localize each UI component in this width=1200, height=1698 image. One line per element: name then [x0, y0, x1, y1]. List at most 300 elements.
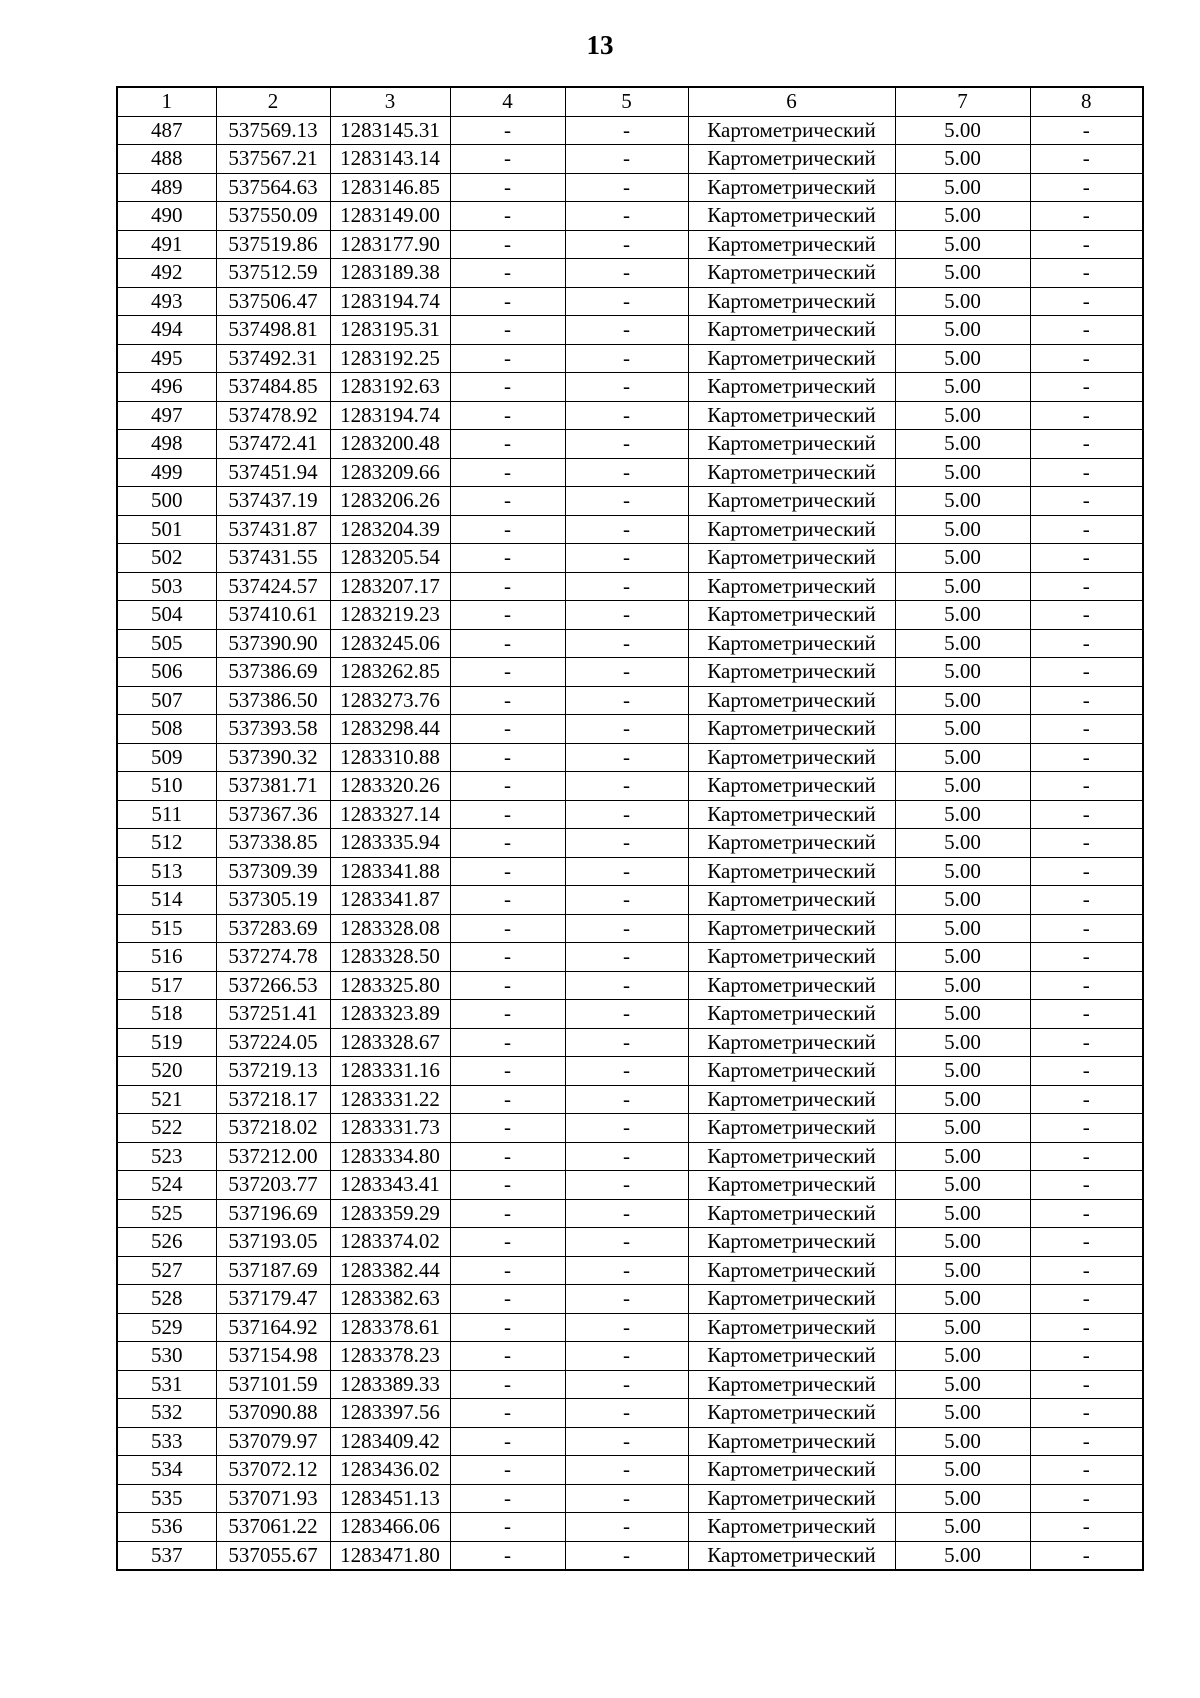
- cell-point-number: 498: [117, 430, 216, 459]
- cell-column-4: -: [450, 772, 565, 801]
- cell-x-coordinate: 537338.85: [216, 829, 330, 858]
- cell-point-number: 505: [117, 629, 216, 658]
- table-row: [117, 743, 1143, 772]
- cell-column-4: -: [450, 145, 565, 174]
- cell-column-8: -: [1030, 544, 1143, 573]
- cell-x-coordinate: 537187.69: [216, 1256, 330, 1285]
- cell-column-5: -: [565, 1199, 688, 1228]
- cell-y-coordinate: 1283451.13: [330, 1484, 450, 1513]
- table-row: [117, 259, 1143, 288]
- cell-point-number: 507: [117, 686, 216, 715]
- cell-x-coordinate: 537090.88: [216, 1399, 330, 1428]
- cell-column-8: -: [1030, 686, 1143, 715]
- cell-method: Картометрический: [688, 1484, 895, 1513]
- cell-column-8: -: [1030, 145, 1143, 174]
- cell-column-5: -: [565, 629, 688, 658]
- cell-x-coordinate: 537386.69: [216, 658, 330, 687]
- cell-column-8: -: [1030, 629, 1143, 658]
- cell-column-8: -: [1030, 1228, 1143, 1257]
- table-row: [117, 430, 1143, 459]
- cell-column-5: -: [565, 1342, 688, 1371]
- cell-accuracy: 5.00: [895, 1057, 1030, 1086]
- cell-accuracy: 5.00: [895, 658, 1030, 687]
- cell-point-number: 487: [117, 116, 216, 145]
- cell-point-number: 510: [117, 772, 216, 801]
- cell-method: Картометрический: [688, 259, 895, 288]
- cell-column-5: -: [565, 316, 688, 345]
- cell-x-coordinate: 537283.69: [216, 914, 330, 943]
- table-row: [117, 629, 1143, 658]
- cell-column-8: -: [1030, 287, 1143, 316]
- cell-method: Картометрический: [688, 401, 895, 430]
- cell-column-4: -: [450, 1228, 565, 1257]
- cell-point-number: 522: [117, 1114, 216, 1143]
- cell-column-5: -: [565, 1256, 688, 1285]
- cell-method: Картометрический: [688, 487, 895, 516]
- cell-y-coordinate: 1283262.85: [330, 658, 450, 687]
- table-row: [117, 458, 1143, 487]
- cell-x-coordinate: 537569.13: [216, 116, 330, 145]
- table-row: [117, 316, 1143, 345]
- cell-column-8: -: [1030, 1285, 1143, 1314]
- cell-column-4: -: [450, 1313, 565, 1342]
- cell-column-5: -: [565, 344, 688, 373]
- cell-accuracy: 5.00: [895, 259, 1030, 288]
- cell-point-number: 500: [117, 487, 216, 516]
- cell-accuracy: 5.00: [895, 1313, 1030, 1342]
- cell-column-5: -: [565, 1171, 688, 1200]
- cell-point-number: 530: [117, 1342, 216, 1371]
- cell-accuracy: 5.00: [895, 743, 1030, 772]
- cell-method: Картометрический: [688, 287, 895, 316]
- cell-method: Картометрический: [688, 572, 895, 601]
- cell-accuracy: 5.00: [895, 1541, 1030, 1570]
- cell-accuracy: 5.00: [895, 1513, 1030, 1542]
- cell-column-4: -: [450, 430, 565, 459]
- cell-column-5: -: [565, 1370, 688, 1399]
- cell-method: Картометрический: [688, 145, 895, 174]
- cell-method: Картометрический: [688, 1171, 895, 1200]
- cell-method: Картометрический: [688, 1000, 895, 1029]
- cell-column-4: -: [450, 601, 565, 630]
- cell-column-4: -: [450, 715, 565, 744]
- cell-accuracy: 5.00: [895, 230, 1030, 259]
- cell-y-coordinate: 1283466.06: [330, 1513, 450, 1542]
- cell-accuracy: 5.00: [895, 572, 1030, 601]
- cell-point-number: 535: [117, 1484, 216, 1513]
- cell-y-coordinate: 1283397.56: [330, 1399, 450, 1428]
- table-row: [117, 1171, 1143, 1200]
- table-row: [117, 401, 1143, 430]
- cell-y-coordinate: 1283200.48: [330, 430, 450, 459]
- table-row: [117, 658, 1143, 687]
- cell-y-coordinate: 1283192.25: [330, 344, 450, 373]
- cell-column-5: -: [565, 886, 688, 915]
- cell-x-coordinate: 537519.86: [216, 230, 330, 259]
- cell-column-8: -: [1030, 458, 1143, 487]
- table-row: [117, 116, 1143, 145]
- cell-column-8: -: [1030, 259, 1143, 288]
- cell-accuracy: 5.00: [895, 1484, 1030, 1513]
- cell-column-4: -: [450, 658, 565, 687]
- cell-y-coordinate: 1283328.67: [330, 1028, 450, 1057]
- table-row: [117, 715, 1143, 744]
- cell-column-8: -: [1030, 943, 1143, 972]
- header-cell-accuracy: 7: [895, 87, 1030, 116]
- cell-accuracy: 5.00: [895, 772, 1030, 801]
- cell-x-coordinate: 537386.50: [216, 686, 330, 715]
- table-row: [117, 1199, 1143, 1228]
- cell-x-coordinate: 537484.85: [216, 373, 330, 402]
- cell-point-number: 489: [117, 173, 216, 202]
- cell-accuracy: 5.00: [895, 116, 1030, 145]
- cell-x-coordinate: 537266.53: [216, 971, 330, 1000]
- cell-method: Картометрический: [688, 772, 895, 801]
- cell-accuracy: 5.00: [895, 829, 1030, 858]
- table-row: [117, 914, 1143, 943]
- cell-y-coordinate: 1283359.29: [330, 1199, 450, 1228]
- cell-y-coordinate: 1283177.90: [330, 230, 450, 259]
- cell-point-number: 495: [117, 344, 216, 373]
- cell-accuracy: 5.00: [895, 173, 1030, 202]
- table-row: [117, 230, 1143, 259]
- table-row: [117, 1370, 1143, 1399]
- cell-column-4: -: [450, 743, 565, 772]
- cell-method: Картометрический: [688, 515, 895, 544]
- cell-point-number: 502: [117, 544, 216, 573]
- cell-y-coordinate: 1283334.80: [330, 1142, 450, 1171]
- table-row: [117, 1285, 1143, 1314]
- cell-column-8: -: [1030, 857, 1143, 886]
- cell-x-coordinate: 537381.71: [216, 772, 330, 801]
- cell-column-4: -: [450, 572, 565, 601]
- cell-x-coordinate: 537424.57: [216, 572, 330, 601]
- cell-accuracy: 5.00: [895, 316, 1030, 345]
- cell-y-coordinate: 1283325.80: [330, 971, 450, 1000]
- table-row: [117, 601, 1143, 630]
- cell-column-5: -: [565, 430, 688, 459]
- table-row: [117, 772, 1143, 801]
- cell-x-coordinate: 537071.93: [216, 1484, 330, 1513]
- cell-point-number: 501: [117, 515, 216, 544]
- cell-column-5: -: [565, 1484, 688, 1513]
- cell-method: Картометрический: [688, 344, 895, 373]
- table-row: [117, 829, 1143, 858]
- cell-column-5: -: [565, 1285, 688, 1314]
- cell-method: Картометрический: [688, 1028, 895, 1057]
- cell-column-8: -: [1030, 971, 1143, 1000]
- cell-column-5: -: [565, 857, 688, 886]
- table-row: [117, 1085, 1143, 1114]
- cell-y-coordinate: 1283341.88: [330, 857, 450, 886]
- cell-point-number: 521: [117, 1085, 216, 1114]
- cell-method: Картометрический: [688, 658, 895, 687]
- header-cell-point-number: 1: [117, 87, 216, 116]
- cell-method: Картометрический: [688, 230, 895, 259]
- table-row: [117, 344, 1143, 373]
- cell-column-5: -: [565, 1085, 688, 1114]
- cell-column-5: -: [565, 1114, 688, 1143]
- cell-x-coordinate: 537478.92: [216, 401, 330, 430]
- cell-column-4: -: [450, 886, 565, 915]
- table-row: [117, 145, 1143, 174]
- cell-column-8: -: [1030, 1171, 1143, 1200]
- cell-x-coordinate: 537203.77: [216, 1171, 330, 1200]
- cell-point-number: 524: [117, 1171, 216, 1200]
- cell-column-8: -: [1030, 658, 1143, 687]
- cell-y-coordinate: 1283331.22: [330, 1085, 450, 1114]
- cell-column-8: -: [1030, 800, 1143, 829]
- cell-point-number: 504: [117, 601, 216, 630]
- cell-column-5: -: [565, 601, 688, 630]
- cell-y-coordinate: 1283323.89: [330, 1000, 450, 1029]
- cell-x-coordinate: 537393.58: [216, 715, 330, 744]
- cell-column-5: -: [565, 230, 688, 259]
- cell-method: Картометрический: [688, 1085, 895, 1114]
- cell-method: Картометрический: [688, 629, 895, 658]
- cell-y-coordinate: 1283219.23: [330, 601, 450, 630]
- cell-accuracy: 5.00: [895, 1000, 1030, 1029]
- cell-y-coordinate: 1283471.80: [330, 1541, 450, 1570]
- cell-method: Картометрический: [688, 1228, 895, 1257]
- header-cell-column-5: 5: [565, 87, 688, 116]
- table-header: [117, 87, 1143, 116]
- cell-column-5: -: [565, 1513, 688, 1542]
- cell-x-coordinate: 537431.55: [216, 544, 330, 573]
- cell-x-coordinate: 537567.21: [216, 145, 330, 174]
- cell-column-5: -: [565, 1427, 688, 1456]
- cell-column-5: -: [565, 202, 688, 231]
- cell-column-5: -: [565, 544, 688, 573]
- cell-accuracy: 5.00: [895, 629, 1030, 658]
- cell-column-8: -: [1030, 1114, 1143, 1143]
- cell-column-4: -: [450, 373, 565, 402]
- cell-x-coordinate: 537212.00: [216, 1142, 330, 1171]
- cell-method: Картометрический: [688, 1256, 895, 1285]
- cell-method: Картометрический: [688, 1399, 895, 1428]
- table-row: [117, 1028, 1143, 1057]
- cell-point-number: 527: [117, 1256, 216, 1285]
- cell-x-coordinate: 537437.19: [216, 487, 330, 516]
- cell-column-8: -: [1030, 601, 1143, 630]
- cell-method: Картометрический: [688, 316, 895, 345]
- cell-column-4: -: [450, 800, 565, 829]
- cell-method: Картометрический: [688, 886, 895, 915]
- cell-point-number: 491: [117, 230, 216, 259]
- cell-column-4: -: [450, 515, 565, 544]
- cell-column-4: -: [450, 316, 565, 345]
- cell-accuracy: 5.00: [895, 430, 1030, 459]
- cell-y-coordinate: 1283389.33: [330, 1370, 450, 1399]
- cell-column-8: -: [1030, 202, 1143, 231]
- cell-column-4: -: [450, 1142, 565, 1171]
- cell-column-4: -: [450, 487, 565, 516]
- cell-column-8: -: [1030, 430, 1143, 459]
- cell-y-coordinate: 1283195.31: [330, 316, 450, 345]
- cell-point-number: 508: [117, 715, 216, 744]
- cell-column-8: -: [1030, 1256, 1143, 1285]
- cell-column-5: -: [565, 572, 688, 601]
- cell-column-4: -: [450, 1171, 565, 1200]
- cell-accuracy: 5.00: [895, 401, 1030, 430]
- cell-method: Картометрический: [688, 202, 895, 231]
- cell-column-8: -: [1030, 829, 1143, 858]
- cell-point-number: 534: [117, 1456, 216, 1485]
- cell-accuracy: 5.00: [895, 1228, 1030, 1257]
- cell-point-number: 526: [117, 1228, 216, 1257]
- cell-accuracy: 5.00: [895, 686, 1030, 715]
- cell-column-5: -: [565, 772, 688, 801]
- cell-column-5: -: [565, 914, 688, 943]
- table-row: [117, 1228, 1143, 1257]
- cell-column-8: -: [1030, 487, 1143, 516]
- cell-y-coordinate: 1283328.08: [330, 914, 450, 943]
- cell-column-8: -: [1030, 1370, 1143, 1399]
- cell-accuracy: 5.00: [895, 1142, 1030, 1171]
- cell-x-coordinate: 537072.12: [216, 1456, 330, 1485]
- cell-y-coordinate: 1283341.87: [330, 886, 450, 915]
- cell-x-coordinate: 537251.41: [216, 1000, 330, 1029]
- cell-column-5: -: [565, 145, 688, 174]
- cell-column-8: -: [1030, 344, 1143, 373]
- cell-method: Картометрический: [688, 430, 895, 459]
- cell-accuracy: 5.00: [895, 287, 1030, 316]
- cell-method: Картометрический: [688, 373, 895, 402]
- header-cell-method: 6: [688, 87, 895, 116]
- cell-accuracy: 5.00: [895, 344, 1030, 373]
- cell-point-number: 503: [117, 572, 216, 601]
- cell-y-coordinate: 1283374.02: [330, 1228, 450, 1257]
- cell-y-coordinate: 1283143.14: [330, 145, 450, 174]
- cell-column-5: -: [565, 715, 688, 744]
- cell-column-5: -: [565, 829, 688, 858]
- cell-x-coordinate: 537451.94: [216, 458, 330, 487]
- cell-x-coordinate: 537492.31: [216, 344, 330, 373]
- cell-column-8: -: [1030, 1342, 1143, 1371]
- cell-x-coordinate: 537218.17: [216, 1085, 330, 1114]
- cell-accuracy: 5.00: [895, 1456, 1030, 1485]
- cell-column-5: -: [565, 373, 688, 402]
- table-row: [117, 373, 1143, 402]
- cell-x-coordinate: 537431.87: [216, 515, 330, 544]
- cell-column-5: -: [565, 658, 688, 687]
- table-body: [117, 116, 1143, 1570]
- cell-point-number: 531: [117, 1370, 216, 1399]
- cell-method: Картометрический: [688, 458, 895, 487]
- cell-column-4: -: [450, 1427, 565, 1456]
- cell-point-number: 499: [117, 458, 216, 487]
- cell-column-5: -: [565, 116, 688, 145]
- table-row: [117, 1313, 1143, 1342]
- cell-column-8: -: [1030, 1484, 1143, 1513]
- cell-x-coordinate: 537512.59: [216, 259, 330, 288]
- cell-column-4: -: [450, 1028, 565, 1057]
- cell-column-4: -: [450, 914, 565, 943]
- cell-column-4: -: [450, 1256, 565, 1285]
- cell-method: Картометрический: [688, 544, 895, 573]
- cell-accuracy: 5.00: [895, 1085, 1030, 1114]
- cell-y-coordinate: 1283145.31: [330, 116, 450, 145]
- cell-method: Картометрический: [688, 1427, 895, 1456]
- cell-point-number: 488: [117, 145, 216, 174]
- cell-column-4: -: [450, 1057, 565, 1086]
- cell-accuracy: 5.00: [895, 1427, 1030, 1456]
- cell-column-4: -: [450, 629, 565, 658]
- cell-method: Картометрический: [688, 715, 895, 744]
- table-row: [117, 943, 1143, 972]
- cell-x-coordinate: 537390.90: [216, 629, 330, 658]
- cell-method: Картометрический: [688, 857, 895, 886]
- cell-column-4: -: [450, 1399, 565, 1428]
- cell-method: Картометрический: [688, 1313, 895, 1342]
- table-row: [117, 1142, 1143, 1171]
- cell-column-5: -: [565, 1456, 688, 1485]
- cell-x-coordinate: 537218.02: [216, 1114, 330, 1143]
- cell-method: Картометрический: [688, 1370, 895, 1399]
- cell-point-number: 536: [117, 1513, 216, 1542]
- cell-column-8: -: [1030, 1057, 1143, 1086]
- cell-accuracy: 5.00: [895, 857, 1030, 886]
- cell-method: Картометрический: [688, 1456, 895, 1485]
- cell-y-coordinate: 1283436.02: [330, 1456, 450, 1485]
- cell-x-coordinate: 537055.67: [216, 1541, 330, 1570]
- cell-column-8: -: [1030, 1513, 1143, 1542]
- cell-point-number: 497: [117, 401, 216, 430]
- cell-x-coordinate: 537390.32: [216, 743, 330, 772]
- cell-column-4: -: [450, 1085, 565, 1114]
- cell-column-5: -: [565, 743, 688, 772]
- cell-x-coordinate: 537061.22: [216, 1513, 330, 1542]
- cell-method: Картометрический: [688, 1342, 895, 1371]
- cell-y-coordinate: 1283189.38: [330, 259, 450, 288]
- cell-column-5: -: [565, 287, 688, 316]
- table-row: [117, 1456, 1143, 1485]
- cell-y-coordinate: 1283343.41: [330, 1171, 450, 1200]
- cell-y-coordinate: 1283204.39: [330, 515, 450, 544]
- cell-x-coordinate: 537410.61: [216, 601, 330, 630]
- cell-x-coordinate: 537472.41: [216, 430, 330, 459]
- cell-column-5: -: [565, 1541, 688, 1570]
- cell-column-5: -: [565, 259, 688, 288]
- cell-point-number: 533: [117, 1427, 216, 1456]
- cell-column-8: -: [1030, 772, 1143, 801]
- table-row: [117, 544, 1143, 573]
- cell-y-coordinate: 1283335.94: [330, 829, 450, 858]
- cell-y-coordinate: 1283146.85: [330, 173, 450, 202]
- header-row: [117, 87, 1143, 116]
- cell-column-8: -: [1030, 743, 1143, 772]
- cell-x-coordinate: 537219.13: [216, 1057, 330, 1086]
- cell-accuracy: 5.00: [895, 1171, 1030, 1200]
- cell-column-8: -: [1030, 116, 1143, 145]
- cell-method: Картометрический: [688, 800, 895, 829]
- cell-column-5: -: [565, 971, 688, 1000]
- cell-method: Картометрический: [688, 1114, 895, 1143]
- cell-column-5: -: [565, 1399, 688, 1428]
- cell-point-number: 525: [117, 1199, 216, 1228]
- cell-column-4: -: [450, 287, 565, 316]
- cell-accuracy: 5.00: [895, 601, 1030, 630]
- cell-column-5: -: [565, 1028, 688, 1057]
- cell-point-number: 532: [117, 1399, 216, 1428]
- cell-column-4: -: [450, 458, 565, 487]
- cell-x-coordinate: 537164.92: [216, 1313, 330, 1342]
- cell-column-5: -: [565, 401, 688, 430]
- cell-method: Картометрический: [688, 116, 895, 145]
- cell-column-4: -: [450, 1456, 565, 1485]
- cell-accuracy: 5.00: [895, 458, 1030, 487]
- cell-point-number: 509: [117, 743, 216, 772]
